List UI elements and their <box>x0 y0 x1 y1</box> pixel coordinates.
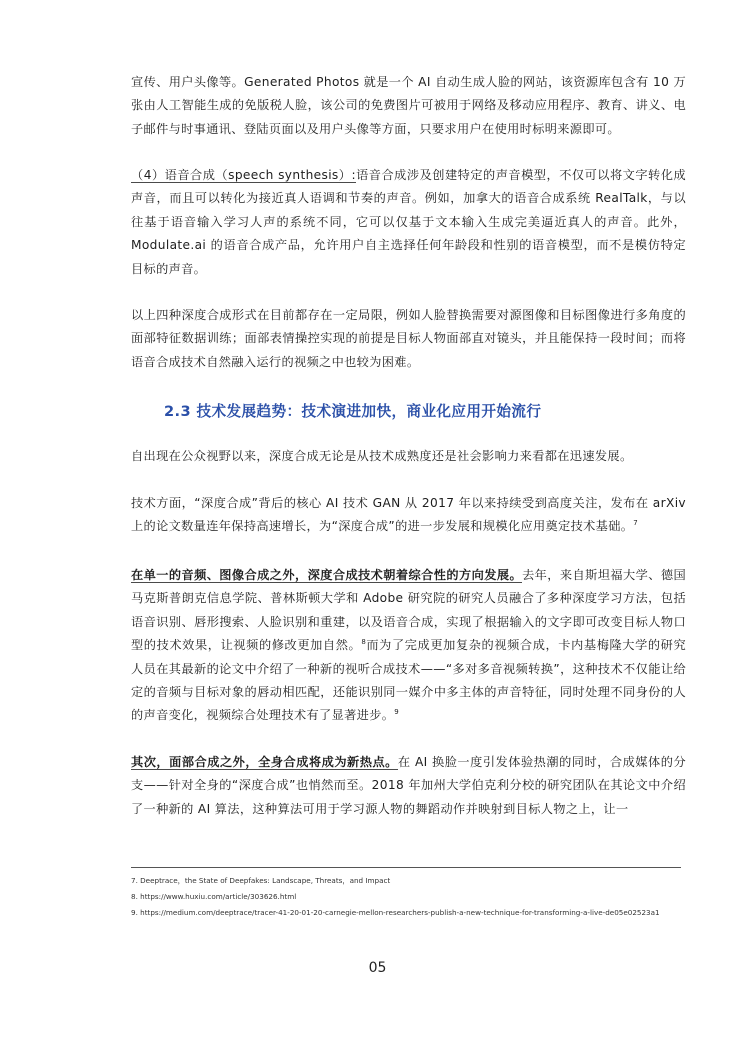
speech-synthesis-title: （4）语音合成（speech synthesis）: <box>131 168 356 182</box>
footnote-divider <box>131 867 681 868</box>
technology-text: 技术方面，“深度合成”背后的核心 AI 技术 GAN 从 2017 年以来持续受到高度关注，发布在 arXiv 上的论文数量连年保持高速增长，为“深度合成”的进一步发展和规模化应用奠定技术基础。 <box>131 496 686 534</box>
section-heading: 2.3 技术发展趋势：技术演进加快，商业化应用开始流行 <box>164 403 542 420</box>
comprehensive-text-a: 去年，来自斯坦福大学、德国马克斯普朗克信息学院、普林斯顿大学和 Adobe 研究院的研究人员融合了多种深度学习方法，包括语音识别、唇形搜索、人脸识别和重建，以及语音合成，实现了根据输入的文字即可改变目标人物口型的技术效果，让视频的修改更加自然。 <box>131 568 686 653</box>
paragraph-technology <box>131 492 686 539</box>
paragraph-intro: 自出现在公众视野以来，深度合成无论是从技术成熟度还是社会影响力来看都在迅速发展。 <box>131 449 633 463</box>
footnote-ref-9: 9 <box>394 708 400 717</box>
footnote-ref-8: 8 <box>361 638 367 647</box>
comprehensive-text-b: 而为了完成更加复杂的视频合成，卡内基梅隆大学的研究人员在其最新的论文中介绍了一种新的视听合成技术——“多对多音视频转换”，这种技术不仅能让给定的音频与目标对象的唇动相匹配，还能识别同一媒介中多主体的声音特征，同时处理不同身份的人的声音变化，视频综合处理技术有了显著进步。 <box>131 638 686 723</box>
paragraph-generated-photos: 宣传、用户头像等。Generated Photos 就是一个 AI 自动生成人脸的网站，该资源库包含有 10 万张由人工智能生成的免版税人脸，该公司的免费图片可被用于网络及移动应用程序、教育、讲义、电子邮件与时事通讯、登陆页面以及用户头像等方面，只要求用户在使用时标明来源即可。 <box>131 75 686 136</box>
comprehensive-lead: 在单一的音频、图像合成之外，深度合成技术朝着综合性的方向发展。 <box>131 568 523 582</box>
paragraph-speech-synthesis <box>131 164 686 281</box>
paragraph-comprehensive <box>131 564 686 728</box>
paragraph-full-body <box>131 751 686 821</box>
footnote-9: 9. https://medium.com/deeptrace/tracer-41-20-01-20-carnegie-mellon-researchers-publish-a-new-technique-for-transforming-a-live-de05e02523a1 <box>131 908 660 917</box>
footnote-ref-7: 7 <box>633 519 639 528</box>
paragraph-limitations: 以上四种深度合成形式在目前都存在一定局限，例如人脸替换需要对源图像和目标图像进行多角度的面部特征数据训练；面部表情操控实现的前提是目标人物面部直对镜头，并且能保持一段时间；而将语音合成技术自然融入运行的视频之中也较为困难。 <box>131 308 686 369</box>
full-body-text: 在 AI 换脸一度引发体验热潮的同时，合成媒体的分支——针对全身的“深度合成”也悄然而至。2018 年加州大学伯克利分校的研究团队在其论文中介绍了一种新的 AI 算法，这种算法可用于学习源人物的舞蹈动作并映射到目标人物之上，让一 <box>131 755 686 816</box>
footnote-8: 8. https://www.huxiu.com/article/303626.html <box>131 892 297 901</box>
page-number: 05 <box>368 960 387 976</box>
full-body-lead: 其次，面部合成之外，全身合成将成为新热点。 <box>131 755 398 769</box>
footnote-7: 7. Deeptrace，the State of Deepfakes: Landscape, Threats，and Impact <box>131 876 391 885</box>
speech-synthesis-text: 语音合成涉及创建特定的声音模型，不仅可以将文字转化成声音，而且可以转化为接近真人语调和节奏的声音。例如，加拿大的语音合成系统 RealTalk，与以往基于语音输入学习人声的系统不同，它可以仅基于文本输入生成完美逼近真人的声音。此外，Modulate.ai 的语音合成产品，允许用户自主选择任何年龄段和性别的语音模型，而不是模仿特定目标的声音。 <box>131 168 686 276</box>
